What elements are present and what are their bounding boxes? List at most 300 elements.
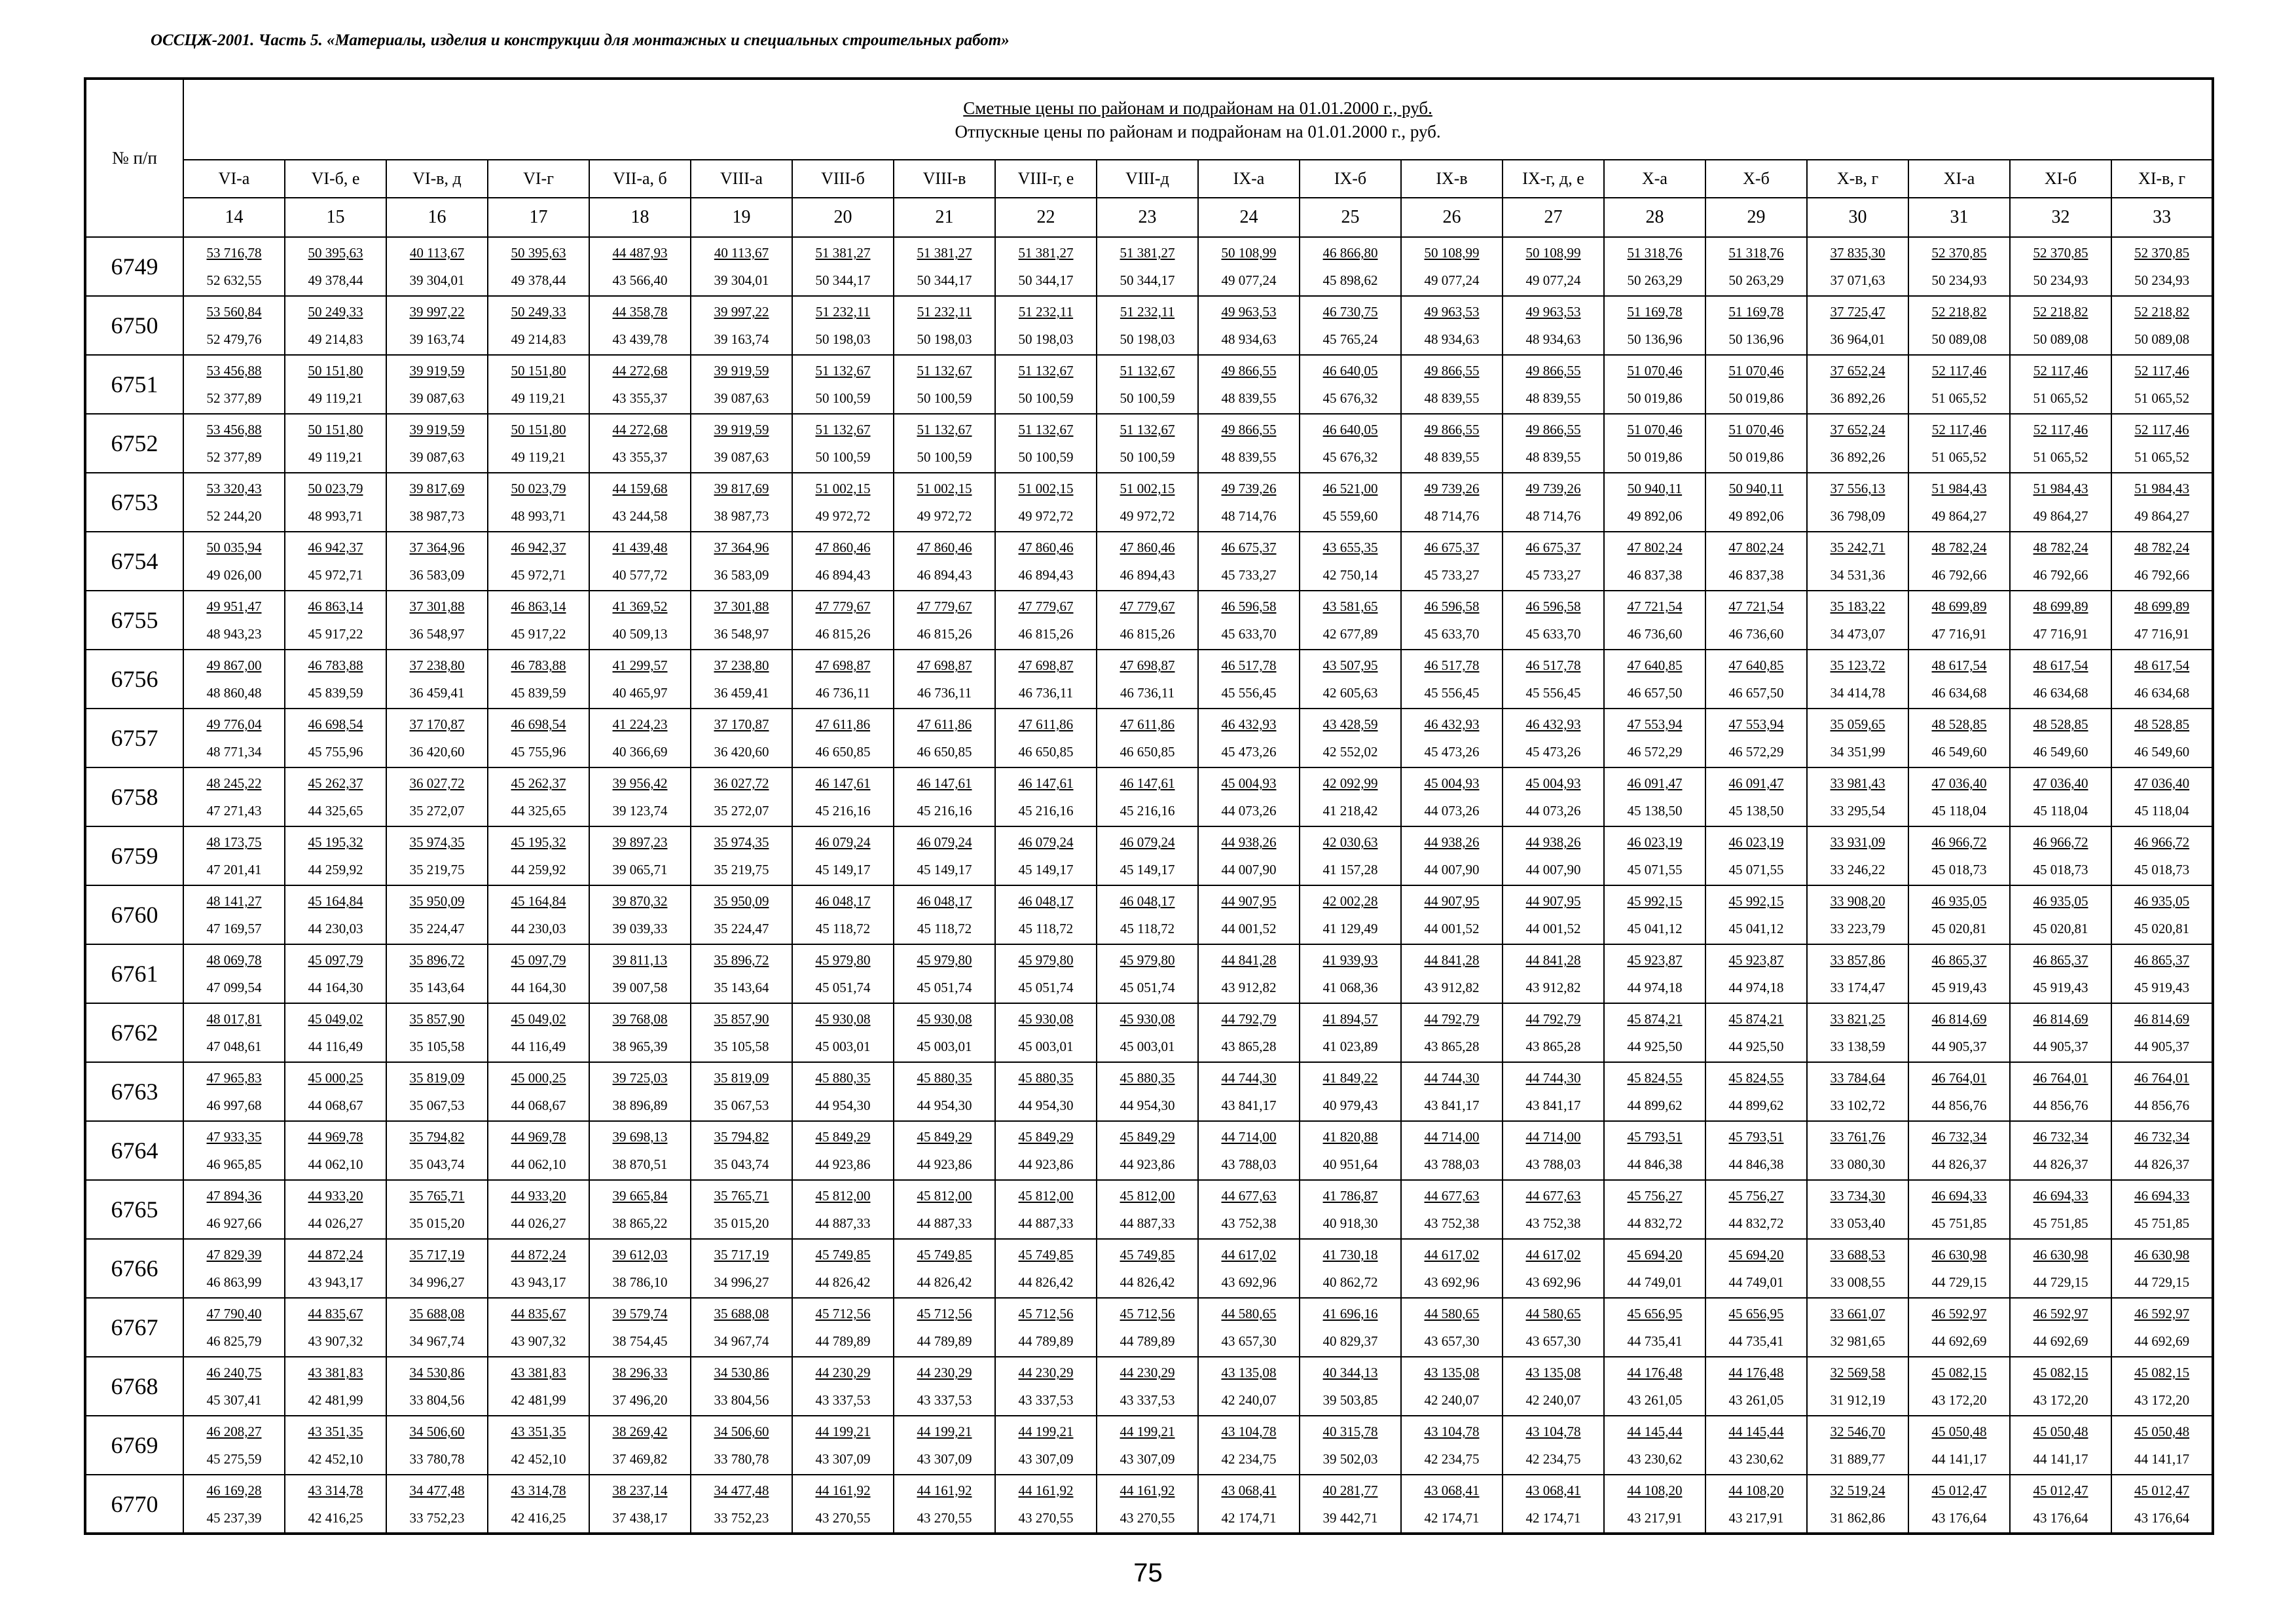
release-price: 45 237,39	[206, 1509, 262, 1526]
estimate-price: 48 617,54	[1931, 657, 1987, 673]
estimate-price: 46 630,98	[2033, 1247, 2088, 1263]
price-cell	[1908, 414, 2010, 473]
table-row	[85, 1475, 2213, 1534]
price-cell	[488, 1003, 589, 1062]
release-price: 45 559,60	[1322, 508, 1378, 524]
estimate-price: 44 617,02	[1525, 1247, 1581, 1263]
release-price: 39 163,74	[714, 331, 769, 347]
release-price: 45 118,72	[1120, 921, 1175, 936]
release-price: 43 657,30	[1525, 1333, 1581, 1349]
estimate-price: 51 381,27	[1120, 245, 1175, 261]
release-price: 36 798,09	[1830, 508, 1886, 524]
estimate-price: 50 108,99	[1525, 245, 1581, 261]
region-header: IX-б	[1300, 160, 1401, 198]
price-cell	[1908, 944, 2010, 1003]
release-price: 46 572,29	[1627, 744, 1683, 760]
price-cell	[894, 1298, 995, 1357]
estimate-price: 44 199,21	[815, 1424, 871, 1439]
price-cell	[1198, 826, 1300, 885]
estimate-price: 35 896,72	[409, 952, 465, 968]
page-header: ОССЦЖ-2001. Часть 5. «Материалы, изделия и конструкции для монтажных и специальных строительных работ»	[151, 31, 1010, 49]
release-price: 39 304,01	[714, 272, 769, 288]
release-price: 46 736,60	[1627, 626, 1683, 642]
row-number: 6755	[85, 591, 183, 650]
price-cell	[1908, 1416, 2010, 1475]
price-cell	[1604, 650, 1705, 709]
price-cell	[1807, 1475, 1908, 1534]
price-cell	[2010, 1475, 2111, 1534]
price-cell	[792, 414, 894, 473]
price-cell	[285, 1416, 386, 1475]
estimate-price: 45 049,02	[308, 1011, 363, 1027]
price-cell	[1198, 532, 1300, 591]
price-cell	[488, 709, 589, 767]
release-price: 45 149,17	[1120, 862, 1175, 877]
release-price: 46 634,68	[2134, 685, 2190, 701]
estimate-price: 44 161,92	[1120, 1482, 1175, 1498]
release-price: 44 325,65	[511, 803, 566, 819]
estimate-price: 45 082,15	[1931, 1365, 1987, 1380]
table-row	[85, 1416, 2213, 1475]
price-cell	[1908, 650, 2010, 709]
price-cell	[1807, 1062, 1908, 1121]
release-price: 48 934,63	[1221, 331, 1277, 347]
estimate-price: 44 580,65	[1424, 1306, 1480, 1321]
estimate-price: 43 314,78	[511, 1482, 566, 1498]
price-cell	[894, 944, 995, 1003]
region-header: VIII-в	[894, 160, 995, 198]
price-cell	[2111, 591, 2213, 650]
release-price: 45 216,16	[815, 803, 871, 819]
row-number: 6761	[85, 944, 183, 1003]
release-price: 34 414,78	[1830, 685, 1886, 701]
release-price: 46 736,11	[917, 685, 972, 701]
release-price: 39 087,63	[714, 449, 769, 465]
estimate-price: 50 108,99	[1221, 245, 1277, 261]
estimate-price: 44 872,24	[308, 1247, 363, 1263]
price-cell	[183, 1298, 285, 1357]
price-cell	[2010, 944, 2111, 1003]
price-cell	[1807, 473, 1908, 532]
price-cell	[2111, 355, 2213, 414]
price-cell	[792, 1180, 894, 1239]
caption-estimate: Сметные цены по районам и подрайонам на 01.01.2000 г., руб.	[963, 98, 1432, 118]
column-number: 29	[1705, 198, 1807, 237]
estimate-price: 46 640,05	[1322, 422, 1378, 437]
column-number: 31	[1908, 198, 2010, 237]
price-cell	[589, 473, 691, 532]
estimate-price: 47 779,67	[1120, 599, 1175, 614]
price-cell	[2010, 826, 2111, 885]
estimate-price: 39 997,22	[714, 304, 769, 320]
price-cell	[1908, 355, 2010, 414]
estimate-price: 48 017,81	[206, 1011, 262, 1027]
release-price: 44 068,67	[308, 1098, 363, 1113]
release-price: 44 001,52	[1424, 921, 1480, 936]
release-price: 43 692,96	[1525, 1274, 1581, 1290]
estimate-price: 50 151,80	[511, 422, 566, 437]
release-price: 44 846,38	[1627, 1156, 1683, 1172]
estimate-price: 46 432,93	[1424, 716, 1480, 732]
release-price: 44 905,37	[2134, 1039, 2190, 1054]
estimate-price: 52 117,46	[2134, 422, 2189, 437]
price-cell	[1807, 1121, 1908, 1180]
price-cell	[894, 1062, 995, 1121]
price-cell	[1705, 709, 1807, 767]
price-cell	[691, 885, 792, 944]
column-number: 16	[386, 198, 488, 237]
estimate-price: 37 835,30	[1830, 245, 1886, 261]
release-price: 50 100,59	[815, 390, 871, 406]
table-row	[85, 1298, 2213, 1357]
release-price: 37 469,82	[612, 1451, 668, 1467]
price-cell	[1503, 1180, 1604, 1239]
price-cell	[1097, 1475, 1198, 1534]
row-number: 6750	[85, 296, 183, 355]
price-cell	[589, 355, 691, 414]
release-price: 49 378,44	[308, 272, 363, 288]
release-price: 46 894,43	[917, 567, 972, 583]
table-header	[85, 79, 2213, 237]
estimate-price: 47 790,40	[206, 1306, 262, 1321]
price-cell	[488, 473, 589, 532]
release-price: 44 073,26	[1424, 803, 1480, 819]
estimate-price: 43 068,41	[1221, 1482, 1277, 1498]
column-number: 20	[792, 198, 894, 237]
price-cell	[386, 709, 488, 767]
estimate-price: 41 696,16	[1322, 1306, 1378, 1321]
price-cell	[1604, 414, 1705, 473]
price-cell	[1908, 1357, 2010, 1416]
release-price: 45 633,70	[1424, 626, 1480, 642]
price-cell	[1604, 944, 1705, 1003]
estimate-price: 45 000,25	[511, 1070, 566, 1086]
release-price: 44 887,33	[917, 1215, 972, 1231]
release-price: 35 143,64	[409, 980, 465, 995]
price-cell	[691, 650, 792, 709]
release-price: 46 825,79	[206, 1333, 262, 1349]
estimate-price: 35 242,71	[1830, 540, 1886, 555]
release-price: 36 548,97	[409, 626, 465, 642]
price-cell	[2010, 1062, 2111, 1121]
price-cell	[1705, 1239, 1807, 1298]
column-number: 24	[1198, 198, 1300, 237]
estimate-price: 46 814,69	[2033, 1011, 2088, 1027]
estimate-price: 51 002,15	[1018, 481, 1074, 496]
release-price: 43 657,30	[1424, 1333, 1480, 1349]
estimate-price: 46 865,37	[2134, 952, 2190, 968]
price-cell	[589, 1003, 691, 1062]
price-cell	[488, 355, 589, 414]
price-cell	[1401, 709, 1503, 767]
price-cell	[488, 1475, 589, 1534]
estimate-price: 45 923,87	[1627, 952, 1683, 968]
price-cell	[1503, 355, 1604, 414]
release-price: 33 780,78	[409, 1451, 465, 1467]
price-cell	[589, 944, 691, 1003]
estimate-price: 53 456,88	[206, 422, 262, 437]
estimate-price: 47 802,24	[1728, 540, 1784, 555]
estimate-price: 45 812,00	[917, 1188, 972, 1204]
release-price: 45 751,85	[2033, 1215, 2088, 1231]
estimate-price: 45 992,15	[1627, 893, 1683, 909]
price-cell	[1705, 1357, 1807, 1416]
price-cell	[386, 650, 488, 709]
release-price: 43 788,03	[1221, 1156, 1277, 1172]
price-cell	[1401, 414, 1503, 473]
estimate-price: 45 979,80	[1018, 952, 1074, 968]
release-price: 44 073,26	[1525, 803, 1581, 819]
price-cell	[691, 1239, 792, 1298]
estimate-price: 40 281,77	[1322, 1482, 1378, 1498]
release-price: 43 172,20	[2134, 1392, 2190, 1408]
column-number-row	[85, 198, 2213, 237]
estimate-price: 51 984,43	[2134, 481, 2190, 496]
price-cell	[386, 591, 488, 650]
release-price: 46 815,26	[1018, 626, 1074, 642]
price-cell	[1300, 355, 1401, 414]
estimate-price: 44 835,67	[511, 1306, 566, 1321]
release-price: 42 452,10	[308, 1451, 363, 1467]
release-price: 42 174,71	[1525, 1509, 1581, 1526]
price-cell	[792, 709, 894, 767]
estimate-price: 45 012,47	[2134, 1482, 2190, 1498]
release-price: 42 240,07	[1221, 1392, 1277, 1408]
price-cell	[792, 532, 894, 591]
release-price: 45 051,74	[917, 980, 972, 995]
price-cell	[183, 767, 285, 826]
price-cell	[792, 355, 894, 414]
estimate-price: 44 744,30	[1221, 1070, 1277, 1086]
release-price: 45 118,72	[815, 921, 871, 936]
release-price: 45 733,27	[1525, 567, 1581, 583]
estimate-price: 46 147,61	[1018, 775, 1074, 791]
estimate-price: 46 048,17	[1120, 893, 1175, 909]
release-price: 46 650,85	[917, 744, 972, 760]
estimate-price: 48 528,85	[2134, 716, 2190, 732]
release-price: 43 337,53	[917, 1392, 972, 1408]
release-price: 35 067,53	[409, 1098, 465, 1113]
release-price: 33 246,22	[1830, 862, 1886, 877]
estimate-price: 53 320,43	[206, 481, 262, 496]
price-cell	[1097, 473, 1198, 532]
price-cell	[183, 355, 285, 414]
release-price: 52 244,20	[206, 508, 262, 524]
price-cell	[1604, 709, 1705, 767]
estimate-price: 45 930,08	[815, 1011, 871, 1027]
estimate-price: 48 528,85	[1931, 716, 1987, 732]
price-cell	[589, 1475, 691, 1534]
release-price: 44 954,30	[917, 1098, 972, 1113]
price-cell	[1604, 1239, 1705, 1298]
release-price: 44 692,69	[2134, 1333, 2190, 1349]
release-price: 39 087,63	[409, 390, 465, 406]
estimate-price: 46 023,19	[1728, 834, 1784, 850]
release-price: 33 804,56	[714, 1392, 769, 1408]
release-price: 43 217,91	[1728, 1509, 1784, 1526]
table-body	[85, 237, 2213, 1534]
estimate-price: 49 951,47	[206, 599, 262, 614]
release-price: 43 865,28	[1424, 1039, 1480, 1054]
estimate-price: 38 237,14	[612, 1482, 668, 1498]
estimate-price: 45 930,08	[917, 1011, 972, 1027]
estimate-price: 41 730,18	[1322, 1247, 1378, 1263]
price-cell	[2010, 1298, 2111, 1357]
release-price: 44 925,50	[1627, 1039, 1683, 1054]
price-cell	[1908, 532, 2010, 591]
estimate-price: 46 935,05	[2134, 893, 2190, 909]
release-price: 45 556,45	[1525, 685, 1581, 701]
estimate-price: 41 939,93	[1322, 952, 1378, 968]
region-header: VI-г	[488, 160, 589, 198]
release-price: 44 729,15	[1931, 1274, 1987, 1290]
release-price: 44 230,03	[511, 921, 566, 936]
estimate-price: 46 935,05	[1931, 893, 1987, 909]
release-price: 43 261,05	[1728, 1392, 1784, 1408]
estimate-price: 51 070,46	[1627, 422, 1683, 437]
estimate-price: 33 661,07	[1830, 1306, 1886, 1321]
estimate-price: 44 969,78	[511, 1129, 566, 1145]
estimate-price: 46 048,17	[1018, 893, 1074, 909]
estimate-price: 45 880,35	[815, 1070, 871, 1086]
column-number: 18	[589, 198, 691, 237]
price-cell	[183, 709, 285, 767]
estimate-price: 39 811,13	[612, 952, 668, 968]
estimate-price: 46 147,61	[1120, 775, 1175, 791]
estimate-price: 45 824,55	[1728, 1070, 1784, 1086]
release-price: 48 714,76	[1424, 508, 1480, 524]
release-price: 40 862,72	[1322, 1274, 1378, 1290]
estimate-price: 45 000,25	[308, 1070, 363, 1086]
price-cell	[1604, 1003, 1705, 1062]
estimate-price: 33 908,20	[1830, 893, 1886, 909]
release-price: 42 481,99	[308, 1392, 363, 1408]
estimate-price: 46 935,05	[2033, 893, 2088, 909]
estimate-price: 44 108,20	[1728, 1482, 1784, 1498]
release-price: 51 065,52	[2134, 390, 2190, 406]
price-cell	[995, 1121, 1097, 1180]
release-price: 46 997,68	[206, 1098, 262, 1113]
estimate-price: 46 079,24	[1120, 834, 1175, 850]
estimate-price: 46 091,47	[1627, 775, 1683, 791]
price-cell	[1097, 1357, 1198, 1416]
release-price: 45 972,71	[511, 567, 566, 583]
price-cell	[1401, 1298, 1503, 1357]
price-cell	[386, 885, 488, 944]
release-price: 43 841,17	[1424, 1098, 1480, 1113]
release-price: 41 023,89	[1322, 1039, 1378, 1054]
estimate-price: 51 381,27	[917, 245, 972, 261]
release-price: 36 459,41	[409, 685, 465, 701]
price-cell	[995, 414, 1097, 473]
release-price: 43 270,55	[1018, 1509, 1074, 1526]
estimate-price: 52 117,46	[1931, 363, 1987, 378]
price-cell	[1198, 414, 1300, 473]
price-cell	[1705, 885, 1807, 944]
release-price: 48 839,55	[1525, 390, 1581, 406]
release-price: 44 164,30	[511, 980, 566, 995]
release-price: 40 366,69	[612, 744, 668, 760]
region-header: X-б	[1705, 160, 1807, 198]
price-cell	[1908, 826, 2010, 885]
release-price: 44 923,86	[917, 1156, 972, 1172]
price-cell	[995, 237, 1097, 296]
release-price: 43 912,82	[1424, 980, 1480, 995]
row-number: 6760	[85, 885, 183, 944]
estimate-price: 48 173,75	[206, 834, 262, 850]
release-price: 47 716,91	[1931, 626, 1987, 642]
estimate-price: 45 050,48	[1931, 1424, 1987, 1439]
column-number: 23	[1097, 198, 1198, 237]
release-price: 44 846,38	[1728, 1156, 1784, 1172]
estimate-price: 33 857,86	[1830, 952, 1886, 968]
price-cell	[183, 473, 285, 532]
release-price: 46 837,38	[1728, 567, 1784, 583]
release-price: 45 917,22	[308, 626, 363, 642]
column-number: 15	[285, 198, 386, 237]
release-price: 50 089,08	[2134, 331, 2190, 347]
price-cell	[792, 1121, 894, 1180]
estimate-price: 44 714,00	[1525, 1129, 1581, 1145]
release-price: 36 892,26	[1830, 390, 1886, 406]
estimate-price: 48 782,24	[2134, 540, 2190, 555]
estimate-price: 44 176,48	[1728, 1365, 1784, 1380]
release-price: 33 752,23	[714, 1509, 769, 1526]
estimate-price: 35 950,09	[409, 893, 465, 909]
price-cell	[589, 1416, 691, 1475]
price-cell	[1097, 355, 1198, 414]
release-price: 45 733,27	[1221, 567, 1277, 583]
estimate-price: 46 517,78	[1424, 657, 1480, 673]
estimate-price: 44 714,00	[1221, 1129, 1277, 1145]
estimate-price: 50 249,33	[511, 304, 566, 320]
release-price: 36 892,26	[1830, 449, 1886, 465]
row-number: 6765	[85, 1180, 183, 1239]
estimate-price: 35 123,72	[1830, 657, 1886, 673]
release-price: 47 048,61	[206, 1039, 262, 1054]
table-row	[85, 1239, 2213, 1298]
column-number: 33	[2111, 198, 2213, 237]
release-price: 42 452,10	[511, 1451, 566, 1467]
estimate-price: 51 132,67	[1018, 363, 1074, 378]
price-table	[84, 77, 2214, 1535]
estimate-price: 47 698,87	[1120, 657, 1175, 673]
estimate-price: 35 819,09	[714, 1070, 769, 1086]
estimate-price: 37 170,87	[409, 716, 465, 732]
release-price: 48 943,23	[206, 626, 262, 642]
price-cell	[2010, 1003, 2111, 1062]
release-price: 45 755,96	[308, 744, 363, 760]
estimate-price: 47 779,67	[1018, 599, 1074, 614]
price-cell	[285, 709, 386, 767]
price-cell	[1198, 355, 1300, 414]
price-cell	[2010, 1180, 2111, 1239]
release-price: 38 865,22	[612, 1215, 668, 1231]
release-price: 46 894,43	[1120, 567, 1175, 583]
row-number: 6768	[85, 1357, 183, 1416]
estimate-price: 47 860,46	[917, 540, 972, 555]
estimate-price: 44 176,48	[1627, 1365, 1683, 1380]
release-price: 41 157,28	[1322, 862, 1378, 877]
release-price: 50 198,03	[1120, 331, 1175, 347]
estimate-price: 42 002,28	[1322, 893, 1378, 909]
row-number: 6757	[85, 709, 183, 767]
price-cell	[1097, 414, 1198, 473]
release-price: 46 863,99	[206, 1274, 262, 1290]
estimate-price: 40 344,13	[1322, 1365, 1378, 1380]
price-cell	[2111, 709, 2213, 767]
price-cell	[792, 473, 894, 532]
